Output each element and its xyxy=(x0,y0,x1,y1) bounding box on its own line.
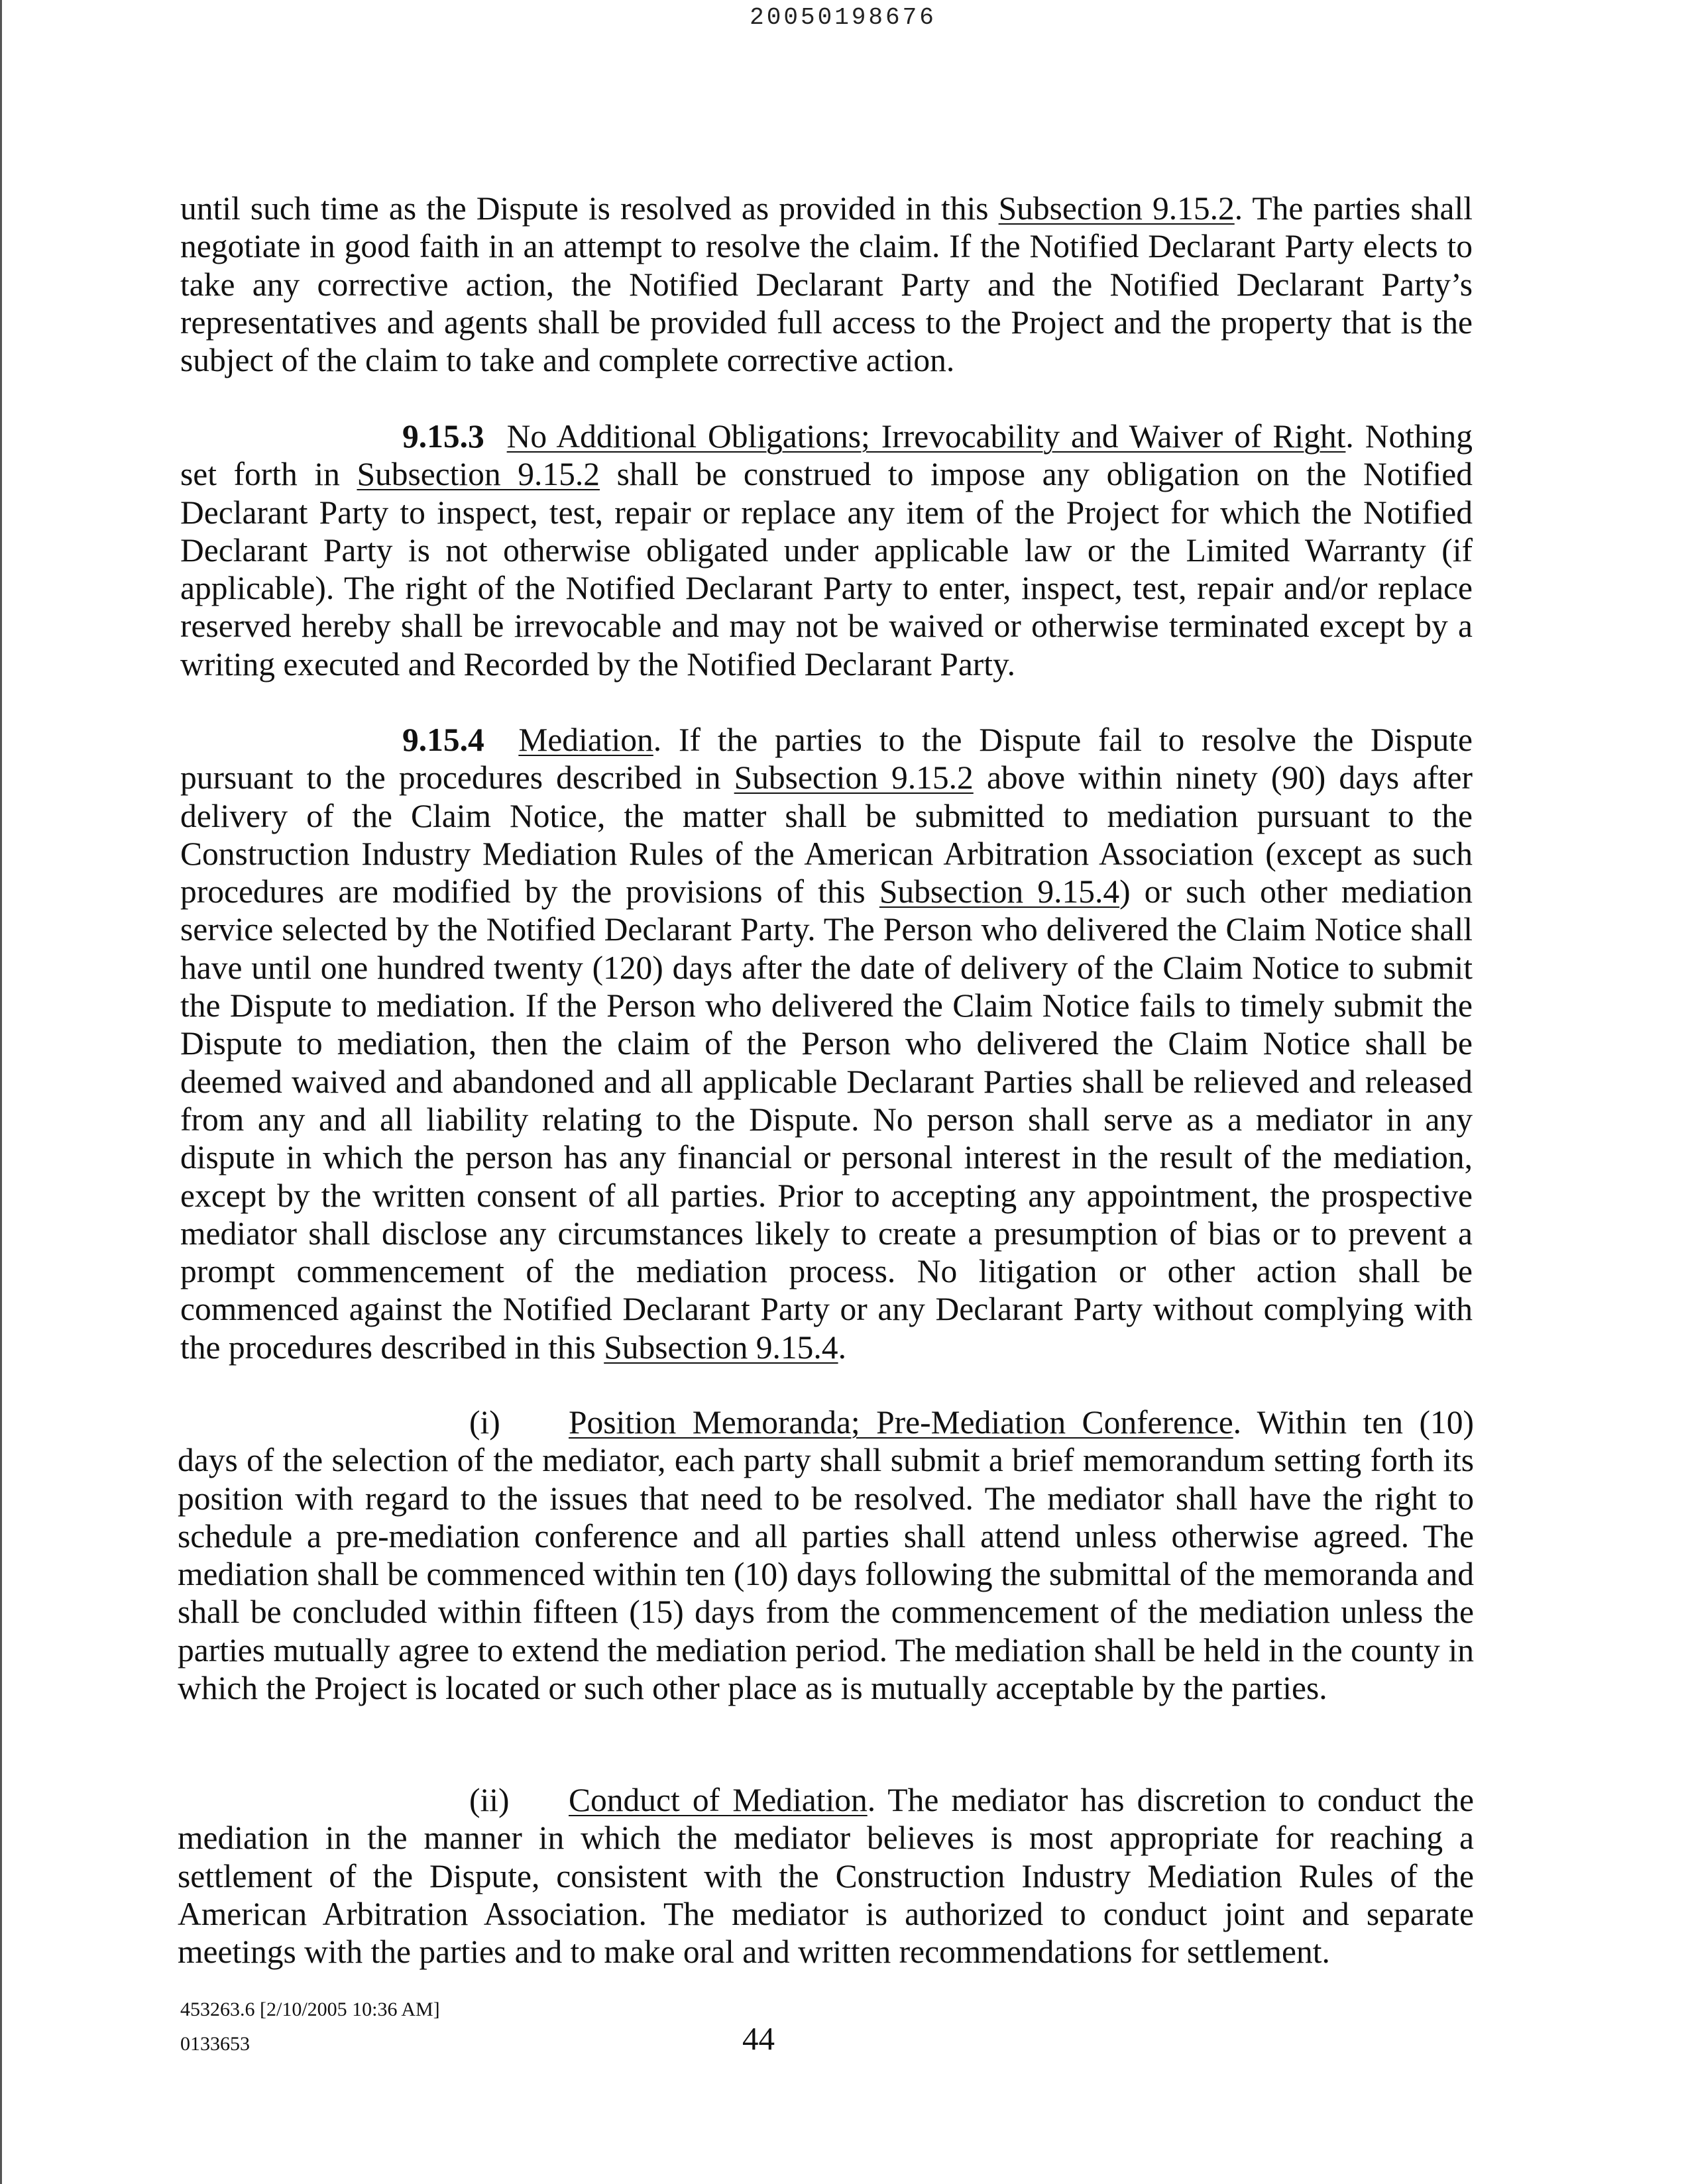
section-number: 9.15.3 xyxy=(402,418,484,455)
section-number: 9.15.4 xyxy=(402,722,484,758)
subsection-link: Subsection 9.15.2 xyxy=(734,759,974,796)
left-scan-edge xyxy=(0,0,2,2184)
subsection-link: Subsection 9.15.2 xyxy=(357,456,600,493)
item-marker: (i) xyxy=(469,1404,500,1441)
section-9-15-3: 9.15.3 No Additional Obligations; Irrevocability and Waiver of Right. Nothing set forth in Subsection 9.15.2 shall be construed to impose any obligation on the Notified Declarant Party to inspect, test, repair or replace any item of the Project for which the Notified Declarant Party is not otherwise obligated under applicable law or the Limited Warranty (if applicable). The right of the Notified Declarant Party to enter, inspect, test, repair and/or replace reserved hereby shall be irrevocable and may not be waived or otherwise terminated except by a writing executed and Recorded by the Notified Declarant Party. xyxy=(180,418,1473,682)
subsection-link: Subsection 9.15.4 xyxy=(879,873,1120,910)
subsection-link: Subsection 9.15.2 xyxy=(998,190,1235,227)
paragraph-continuation: until such time as the Dispute is resolved as provided in this Subsection 9.15.2. The parties shall negotiate in good faith in an attempt to resolve the claim. If the Notified Declarant Party elects to take any corrective action, the Notified Declarant Party and the Notified Declarant Party’s representatives and agents shall be provided full access to the Project and the property that is the subject of the claim to take and complete corrective action. xyxy=(180,190,1473,379)
item-heading: Position Memoranda; Pre-Mediation Conference xyxy=(569,1404,1233,1441)
section-heading: Mediation xyxy=(518,722,653,758)
footer-doc-ref: 453263.6 [2/10/2005 10:36 AM] xyxy=(180,1998,440,2020)
subsection-link: Subsection 9.15.4 xyxy=(604,1329,838,1366)
item-heading: Conduct of Mediation xyxy=(569,1782,868,1818)
item-i: (i) Position Memoranda; Pre-Mediation Conference. Within ten (10) days of the selection of the mediator, each party shall submit a brief memorandum setting forth its position with regard to the issues that need to be resolved. The mediator shall have the right to schedule a pre-mediation conference and all parties shall attend unless otherwise agreed. The mediation shall be commenced within ten (10) days following the submittal of the memoranda and shall be concluded within fifteen (15) days from the commencement of the mediation unless the parties mutually agree to extend the mediation period. The mediation shall be held in the county in which the Project is located or such other place as is mutually acceptable by the parties. xyxy=(178,1404,1474,1707)
document-number: 20050198676 xyxy=(750,4,936,31)
section-heading: No Additional Obligations; Irrevocability and Waiver of Right xyxy=(506,418,1346,455)
page-number: 44 xyxy=(742,2020,775,2057)
footer-client-number: 0133653 xyxy=(180,2033,250,2055)
item-ii: (ii) Conduct of Mediation. The mediator has discretion to conduct the mediation in the manner in which the mediator believes is most appropriate for reaching a settlement of the Dispute, consistent with the Construction Industry Mediation Rules of the American Arbitration Association. The mediator is authorized to conduct joint and separate meetings with the parties and to make oral and written recommendations for settlement. xyxy=(178,1782,1474,1971)
item-marker: (ii) xyxy=(469,1782,510,1818)
section-9-15-4: 9.15.4 Mediation. If the parties to the Dispute fail to resolve the Dispute pursuant to the procedures described in Subsection 9.15.2 above within ninety (90) days after delivery of the Claim Notice, the matter shall be submitted to mediation pursuant to the Construction Industry Mediation Rules of the American Arbitration Association (except as such procedures are modified by the provisions of this Subsection 9.15.4) or such other mediation service selected by the Notified Declarant Party. The Person who delivered the Claim Notice shall have until one hundred twenty (120) days after the date of delivery of the Claim Notice to submit the Dispute to mediation. If the Person who delivered the Claim Notice fails to timely submit the Dispute to mediation, then the claim of the Person who delivered the Claim Notice shall be deemed waived and abandoned and all applicable Declarant Parties shall be relieved and released from any and all liability relating to the Dispute. No person shall serve as a mediator in any dispute in which the person has any financial or personal interest in the result of the mediation, except by the written consent of all parties. Prior to accepting any appointment, the prospective mediator shall disclose any circumstances likely to create a presumption of bias or to prevent a prompt commencement of the mediation process. No litigation or other action shall be commenced against the Notified Declarant Party or any Declarant Party without complying with the procedures described in this Subsection 9.15.4. xyxy=(180,722,1473,1366)
